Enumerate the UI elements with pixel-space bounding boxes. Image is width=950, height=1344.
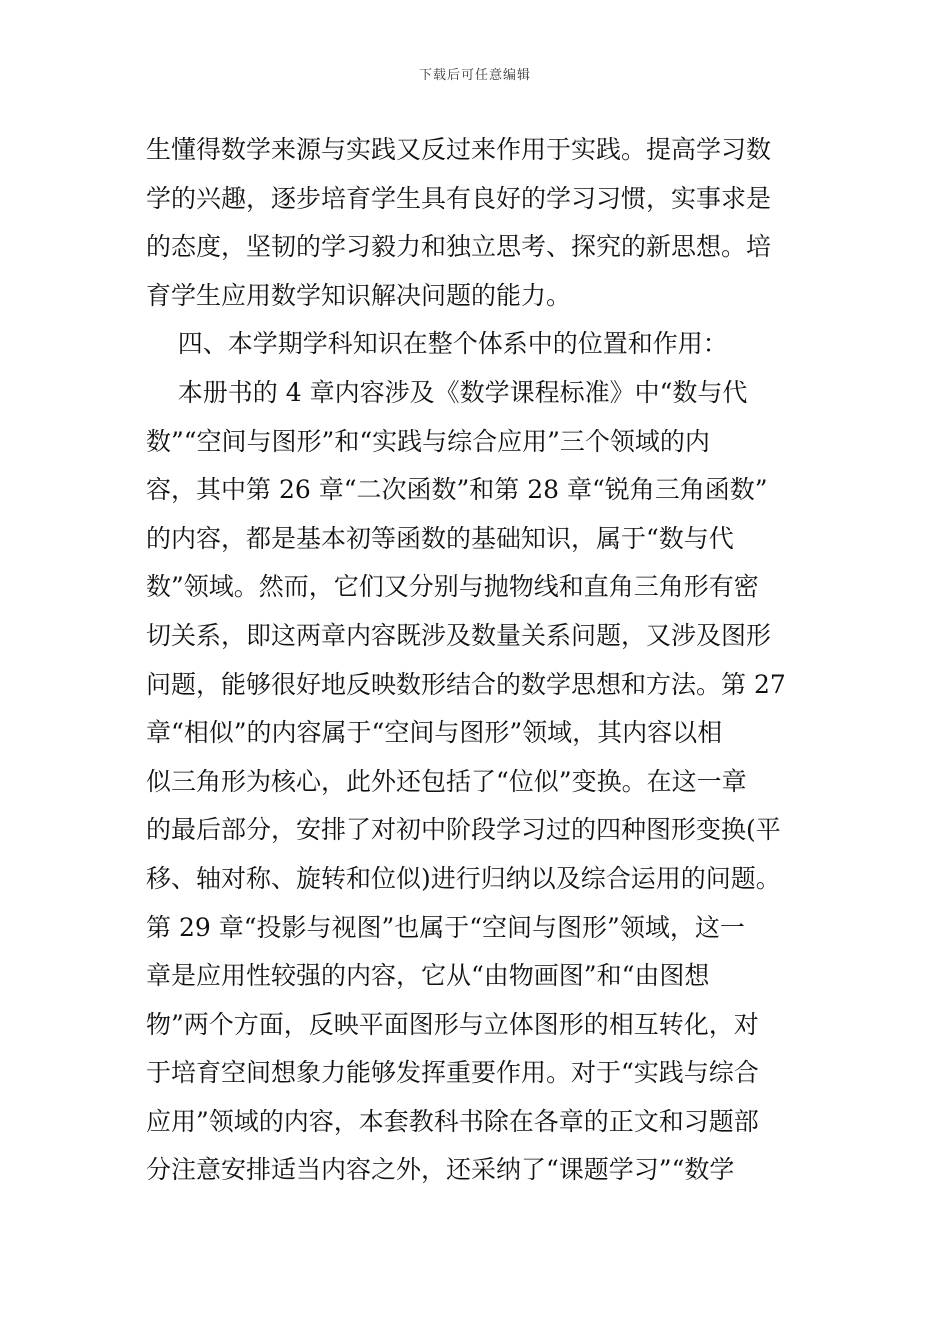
text-line: 的态度，坚韧的学习毅力和独立思考、探究的新思想。培 bbox=[146, 232, 772, 262]
text-line: 第 29 章“投影与视图”也属于“空间与图形”领域，这一 bbox=[146, 912, 745, 942]
text-line: 育学生应用数学知识解决问题的能力。 bbox=[146, 280, 572, 310]
text-line: 移、轴对称、旋转和位似)进行归纳以及综合运用的问题。 bbox=[146, 863, 781, 893]
text-line: 数”领域。然而，它们又分别与抛物线和直角三角形有密 bbox=[146, 572, 759, 602]
text-line: 的内容，都是基本初等函数的基础知识，属于“数与代 bbox=[146, 523, 734, 553]
text-line: 容，其中第 26 章“二次函数”和第 28 章“锐角三角函数” bbox=[146, 475, 768, 505]
text-line: 切关系，即这两章内容既涉及数量关系问题，又涉及图形 bbox=[146, 620, 772, 650]
text-line: 章是应用性较强的内容，它从“由物画图”和“由图想 bbox=[146, 961, 710, 991]
text-line: 分注意安排适当内容之外，还采纳了“课题学习”“数学 bbox=[146, 1155, 735, 1185]
section-heading: 四、本学期学科知识在整个体系中的位置和作用： bbox=[146, 329, 728, 359]
text-line: 问题，能够很好地反映数形结合的数学思想和方法。第 27 bbox=[146, 669, 786, 699]
document-body bbox=[146, 126, 806, 1195]
text-line: 本册书的 4 章内容涉及《数学课程标准》中“数与代 bbox=[146, 377, 748, 407]
text-line: 于培育空间想象力能够发挥重要作用。对于“实践与综合 bbox=[146, 1058, 759, 1088]
text-line: 应用”领域的内容，本套教科书除在各章的正文和习题部 bbox=[146, 1106, 759, 1136]
page-header: 下载后可任意编辑 bbox=[418, 68, 531, 83]
text-line: 物”两个方面，反映平面图形与立体图形的相互转化，对 bbox=[146, 1009, 759, 1039]
text-line: 数”“空间与图形”和“实践与综合应用”三个领域的内 bbox=[146, 426, 710, 456]
text-line: 的最后部分，安排了对初中阶段学习过的四种图形变换(平 bbox=[146, 815, 781, 845]
text-line: 似三角形为核心，此外还包括了“位似”变换。在这一章 bbox=[146, 766, 747, 796]
text-line: 章“相似”的内容属于“空间与图形”领域，其内容以相 bbox=[146, 718, 723, 748]
text-line: 生懂得数学来源与实践又反过来作用于实践。提高学习数 bbox=[146, 135, 772, 164]
text-line: 学的兴趣，逐步培育学生具有良好的学习习惯，实事求是 bbox=[146, 183, 772, 213]
